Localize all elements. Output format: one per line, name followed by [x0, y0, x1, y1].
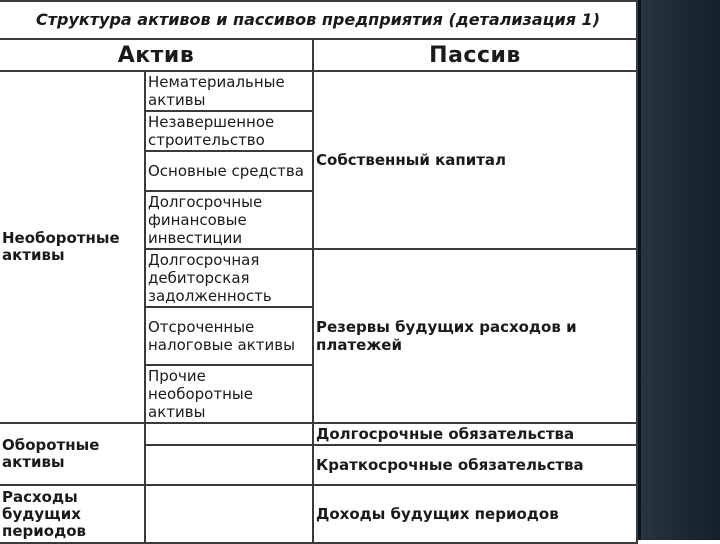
- liability-equity: Собственный капитал: [313, 71, 637, 249]
- noncurrent-item: Долгосрочные финансовые инвестиции: [145, 191, 313, 249]
- liability-longterm: Долгосрочные обязательства: [313, 423, 637, 445]
- table-title: Структура активов и пассивов предприятия (детализация 1): [0, 1, 637, 39]
- decorative-side-band: [638, 0, 720, 540]
- empty-cell: [145, 423, 313, 445]
- empty-cell: [145, 485, 313, 543]
- noncurrent-assets-label: Необоротные активы: [0, 71, 145, 423]
- noncurrent-item: Основные средства: [145, 151, 313, 191]
- noncurrent-item: Прочие необоротные активы: [145, 365, 313, 423]
- noncurrent-item: Незавершенное строительство: [145, 111, 313, 151]
- liability-deferred-income: Доходы будущих периодов: [313, 485, 637, 543]
- deferred-expenses-label: Расходы будущих периодов: [0, 485, 145, 543]
- noncurrent-item: Долгосрочная дебиторская задолженность: [145, 249, 313, 307]
- noncurrent-item: Нематериальные активы: [145, 71, 313, 111]
- asset-header: Актив: [0, 39, 313, 71]
- liability-header: Пассив: [313, 39, 637, 71]
- current-assets-label: Оборотные активы: [0, 423, 145, 485]
- empty-cell: [145, 445, 313, 485]
- noncurrent-item: Отсроченные налоговые активы: [145, 307, 313, 365]
- liability-reserves: Резервы будущих расходов и платежей: [313, 249, 637, 423]
- liability-shortterm: Краткосрочные обязательства: [313, 445, 637, 485]
